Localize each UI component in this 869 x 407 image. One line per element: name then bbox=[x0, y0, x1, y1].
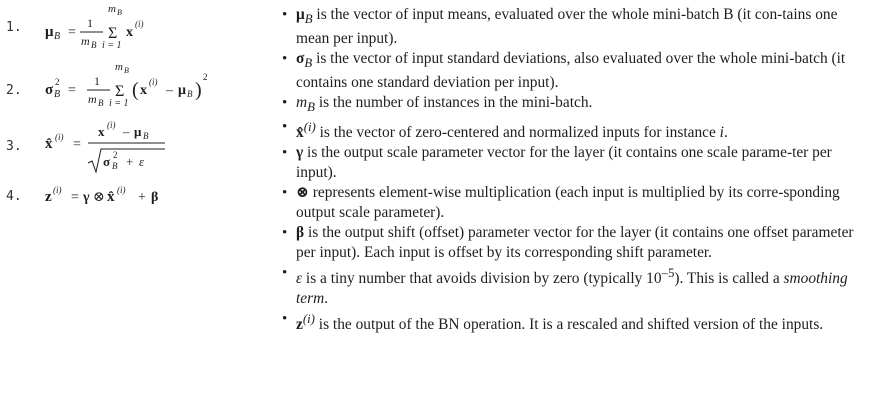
equation-scale-shift bbox=[40, 181, 220, 209]
equals-sign: = bbox=[71, 190, 79, 205]
list-item-elementwise-multiply bbox=[282, 183, 862, 223]
equals-sign: = bbox=[68, 25, 76, 40]
equation-batch-variance bbox=[40, 56, 260, 116]
term-subscript: B bbox=[307, 100, 315, 115]
term-symbol: γ bbox=[296, 144, 304, 162]
z-symbol: z bbox=[45, 189, 52, 205]
x-vector: x bbox=[126, 25, 133, 40]
definition-tail: . bbox=[324, 290, 329, 308]
denominator-plus: + bbox=[126, 154, 134, 169]
xhat-superscript: (i) bbox=[55, 132, 64, 142]
equals-sign: = bbox=[73, 137, 81, 152]
definition-text: represents element-wise multiplication (each input is multiplied by its corre-sponding output scale parameter). bbox=[296, 184, 840, 222]
xhat-symbol: x̂ bbox=[45, 136, 53, 152]
sum-symbol: Σ bbox=[108, 25, 118, 42]
definition-text: is the vector of zero-centered and normalized inputs for instance bbox=[315, 124, 720, 142]
term-symbol: m bbox=[296, 94, 308, 112]
term-symbol: μ bbox=[296, 6, 305, 23]
definition-text: is a tiny number that avoids division by zero (typically 10 bbox=[302, 270, 662, 288]
term-symbol: β bbox=[296, 224, 305, 242]
list-item-scale-parameter bbox=[282, 143, 862, 183]
numerator-x: x bbox=[98, 124, 105, 139]
open-paren: ( bbox=[132, 79, 139, 101]
sum-upper-limit: m bbox=[108, 3, 116, 15]
term-symbol: σ bbox=[296, 50, 305, 68]
xhat-symbol: x̂ bbox=[107, 189, 115, 205]
definition-text: is the number of instances in the mini-batch. bbox=[314, 94, 593, 112]
sum-lower-limit: i = 1 bbox=[102, 40, 122, 51]
denominator-sigma: σ bbox=[103, 154, 111, 169]
list-item-batch-size bbox=[282, 93, 862, 117]
definition-tail: . bbox=[723, 124, 728, 142]
sum-upper-limit-sub: B bbox=[117, 8, 122, 17]
minus-sign: – bbox=[166, 83, 173, 98]
list-item-smoothing-term bbox=[282, 263, 862, 309]
term-symbol: z bbox=[296, 316, 303, 334]
x-vector: x bbox=[140, 83, 147, 98]
equation-number-1: 1. bbox=[6, 20, 22, 35]
exponent: –5 bbox=[661, 266, 675, 281]
term-subscript: B bbox=[304, 56, 313, 71]
term-superscript: (i) bbox=[303, 120, 316, 135]
epsilon-symbol: ε bbox=[139, 154, 145, 169]
fraction-denominator: m bbox=[81, 34, 90, 48]
close-paren: ) bbox=[195, 79, 202, 101]
equation-batch-mean bbox=[40, 0, 220, 55]
mu-subscript: B bbox=[54, 31, 61, 42]
equation-number-2: 2. bbox=[6, 83, 22, 98]
denominator-subscript: B bbox=[98, 98, 104, 108]
definition-text: is the output scale parameter vector for the layer (it contains one scale parame-ter per input). bbox=[296, 144, 832, 182]
mu-symbol: μ bbox=[178, 83, 186, 98]
emphasized-term: smoothing term bbox=[296, 270, 848, 308]
fraction-numerator: 1 bbox=[87, 16, 93, 30]
equals-sign: = bbox=[68, 83, 76, 98]
term-superscript: (i) bbox=[302, 312, 315, 327]
fraction-numerator: 1 bbox=[94, 74, 100, 88]
term-symbol: x̂ bbox=[296, 124, 304, 142]
sigma-subscript: B bbox=[54, 89, 61, 100]
definition-text: is the vector of input means, evaluated over the whole mini-batch B (it con-tains one mean per input). bbox=[296, 6, 838, 48]
beta-symbol: β bbox=[151, 190, 159, 205]
definition-text: is the output shift (offset) parameter vector for the layer (it contains one offset parameter per input). Each input is offset by its corresponding shift parameter. bbox=[296, 224, 854, 262]
gamma-symbol: γ bbox=[83, 190, 90, 205]
x-superscript: (i) bbox=[135, 19, 144, 29]
term-symbol: ⊗ bbox=[296, 184, 309, 202]
list-item-shift-parameter bbox=[282, 223, 862, 263]
list-item-normalized-inputs bbox=[282, 117, 862, 143]
denominator-subscript: B bbox=[91, 40, 97, 50]
numerator-mu-sub: B bbox=[143, 131, 149, 141]
sigma-symbol: σ bbox=[45, 82, 54, 98]
numerator-x-sup: (i) bbox=[107, 120, 116, 130]
definition-list bbox=[282, 5, 862, 336]
definition-text-continued: ). This is called a bbox=[674, 270, 784, 288]
instance-variable: i bbox=[719, 124, 724, 142]
equation-number-3: 3. bbox=[6, 139, 22, 154]
term-symbol: ε bbox=[296, 270, 303, 288]
list-item-batch-mean bbox=[282, 5, 862, 49]
sum-lower-limit: i = 1 bbox=[109, 98, 129, 109]
equation-number-4: 4. bbox=[6, 189, 22, 204]
otimes-icon: ⊗ bbox=[93, 190, 105, 205]
numerator-minus: – bbox=[123, 124, 130, 139]
outer-superscript: 2 bbox=[203, 72, 208, 82]
definition-text: is the output of the BN operation. It is a rescaled and shifted version of the inputs. bbox=[314, 316, 824, 334]
sum-upper-limit: m bbox=[115, 61, 123, 73]
list-item-batch-std bbox=[282, 49, 862, 93]
mu-symbol: μ bbox=[45, 24, 54, 40]
equation-normalize bbox=[40, 116, 220, 182]
plus-sign: + bbox=[138, 190, 146, 205]
denominator-sigma-sup: 2 bbox=[113, 150, 118, 160]
mu-subscript: B bbox=[187, 89, 193, 99]
numerator-mu: μ bbox=[134, 124, 142, 139]
sigma-superscript: 2 bbox=[55, 77, 60, 87]
x-superscript: (i) bbox=[149, 77, 158, 87]
sum-upper-limit-sub: B bbox=[124, 66, 129, 75]
denominator-sigma-sub: B bbox=[112, 161, 118, 171]
term-subscript: B bbox=[304, 12, 313, 27]
xhat-superscript: (i) bbox=[117, 185, 126, 195]
equations-column bbox=[0, 0, 275, 407]
fraction-denominator: m bbox=[88, 92, 97, 106]
list-item-bn-output bbox=[282, 309, 862, 335]
z-superscript: (i) bbox=[53, 185, 62, 195]
definition-text: is the vector of input standard deviations, also evaluated over the whole mini-batch (it contains one standard deviation per input). bbox=[296, 50, 846, 92]
sum-symbol: Σ bbox=[115, 83, 125, 100]
